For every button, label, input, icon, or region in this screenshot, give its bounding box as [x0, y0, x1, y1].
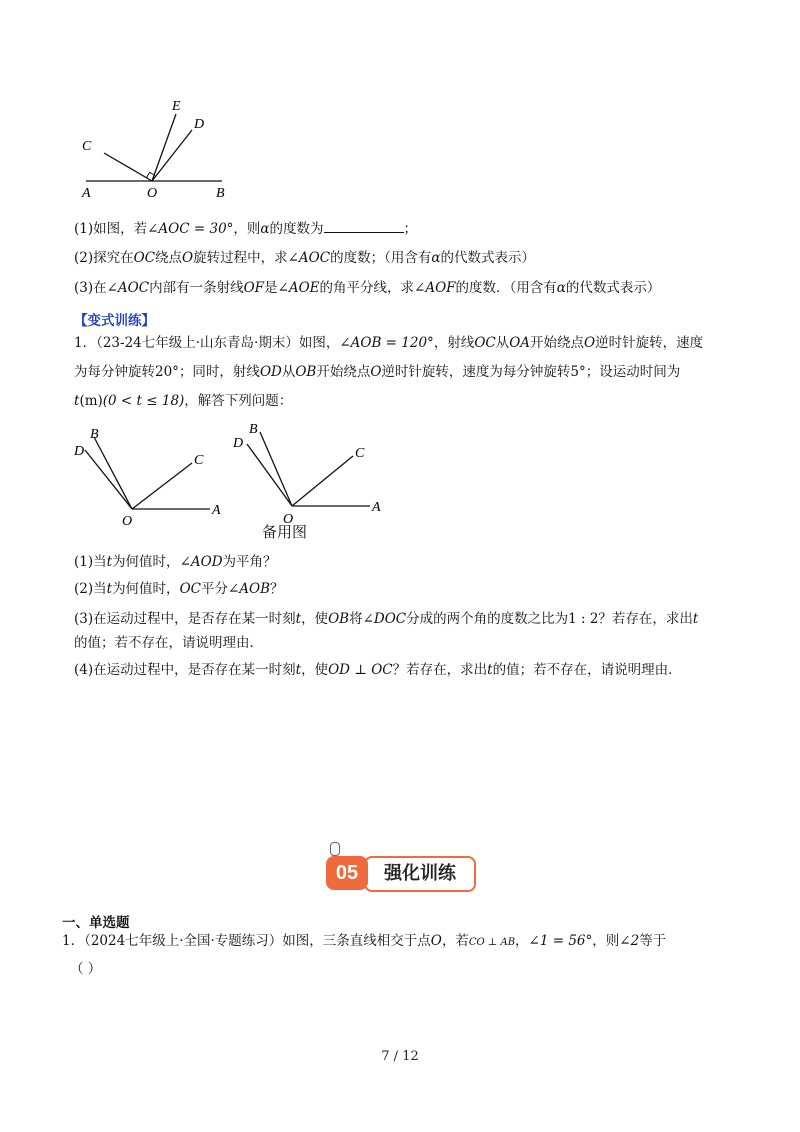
figure-2-rays	[70, 422, 240, 532]
label-O: O	[122, 514, 133, 529]
question-4: (4)在运动过程中，是否存在某一时刻t，使OD ⊥ OC？若存在，求出t的值；若不存在，请说明理由．	[74, 662, 682, 678]
label-C: C	[82, 139, 92, 154]
label-E: E	[172, 99, 181, 114]
figure-1-rays	[70, 95, 240, 205]
section-label-variant-training: 【变式训练】	[74, 313, 155, 329]
page-number: 7 / 12	[381, 1049, 419, 1064]
problem-line-3: t(m)(0 < t ≤ 18)，解答下列问题：	[74, 393, 293, 409]
label-B: B	[216, 186, 225, 201]
label-B: B	[90, 427, 99, 442]
question-3-line-1: (3)在运动过程中，是否存在某一时刻t，使OB将∠DOC分成的两个角的度数之比为1 : 2？若存在，求出t	[74, 611, 699, 627]
label-A: A	[82, 186, 91, 201]
label-A: A	[372, 500, 381, 515]
question-3-line-2: 的值；若不存在，请说明理由．	[74, 635, 263, 651]
label-D: D	[233, 436, 244, 451]
answer-blank	[324, 220, 404, 233]
label-D: D	[74, 444, 85, 459]
label-D: D	[194, 117, 205, 132]
part1-question-3: (3)在∠AOC内部有一条射线OF是∠AOE的角平分线，求∠AOF的度数．（用含有α的代数式表示）	[74, 280, 661, 296]
label-A: A	[212, 503, 221, 518]
question-2: (2)当t为何值时，OC平分∠AOB？	[74, 581, 284, 597]
single-choice-question-1: 1．（2024七年级上·全国·专题练习）如图，三条直线相交于点O，若CO ⊥ AB，∠1 = 56°，则∠2等于	[62, 933, 667, 949]
section-banner	[326, 852, 476, 894]
label-C: C	[355, 446, 365, 461]
paperclip-icon	[330, 842, 340, 856]
banner-number: 05	[326, 856, 368, 890]
label-O: O	[283, 512, 294, 527]
single-choice-answer-bracket: （ ）	[70, 961, 102, 977]
banner-title: 强化训练	[364, 856, 476, 892]
single-choice-heading: 一、单选题	[62, 915, 130, 931]
problem-line-1: 1．（23-24七年级上·山东青岛·期末）如图，∠AOB = 120°，射线OC从OA开始绕点O逆时针旋转，速度	[74, 335, 704, 351]
figure-3-rays	[225, 420, 395, 532]
problem-line-2: 为每分钟旋转20°；同时，射线OD从OB开始绕点O逆时针旋转，速度为每分钟旋转5°；设运动时间为	[74, 364, 681, 380]
figure-3-caption: 备用图	[262, 523, 308, 541]
part1-question-1: (1)如图，若∠AOC = 30°，则α的度数为 ；	[74, 221, 418, 237]
part1-question-2: (2)探究在OC绕点O旋转过程中，求∠AOC的度数；（用含有α的代数式表示）	[74, 250, 535, 266]
question-1: (1)当t为何值时，∠AOD为平角？	[74, 554, 277, 570]
label-O: O	[147, 186, 158, 201]
label-B: B	[249, 422, 258, 437]
label-C: C	[194, 453, 204, 468]
